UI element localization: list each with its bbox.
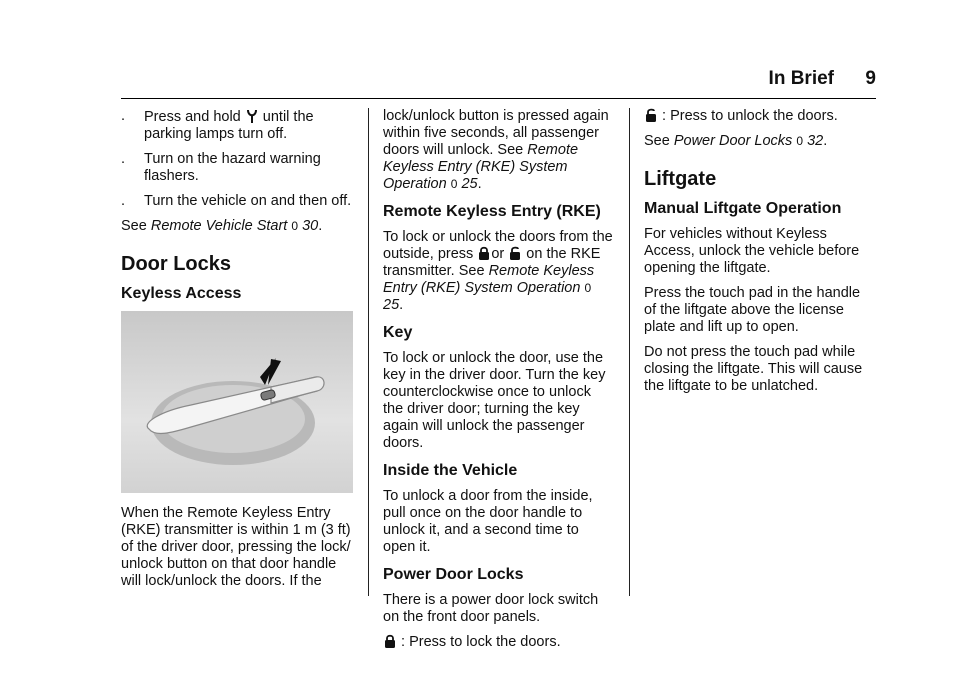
- header-rule: [121, 98, 876, 99]
- bullet-item: . Turn the vehicle on and then off.: [121, 193, 352, 209]
- heading-liftgate: Liftgate: [644, 168, 717, 190]
- heading-manual-liftgate: Manual Liftgate Operation: [644, 200, 842, 217]
- keyless-access-continued: lock/unlock button is pressed again within five seconds, all passenger doors will unlock. See Remote Keyless Entry (RKE) System Operation 0 25.: [383, 108, 609, 192]
- section-title: In Brief: [768, 68, 834, 89]
- unlock-description: : Press to unlock the doors.: [644, 108, 876, 125]
- remote-start-icon: [246, 108, 258, 124]
- heading-power-door-locks: Power Door Locks: [383, 566, 524, 583]
- rke-text: To lock or unlock the doors from the outside, press or on the RKE transmitter. See Remote Keyless Entry (RKE) System Operation 0 25.: [383, 229, 613, 313]
- keyless-access-text: When the Remote Keyless Entry (RKE) transmitter is within 1 m (3 ft) of the driver door, pressing the lock/ unlock button on that door handle will lock/unlock the doors. If the: [121, 505, 351, 589]
- page-header: [0, 68, 876, 96]
- lock-icon: [478, 246, 490, 261]
- reference-link[interactable]: Remote Vehicle Start: [150, 218, 288, 234]
- power-door-locks-text: There is a power door lock switch on the front door panels.: [383, 592, 599, 625]
- inside-vehicle-text: To unlock a door from the inside, pull once on the door handle to unlock it, and a second time to open it.: [383, 488, 593, 555]
- bullet-item: . Turn on the hazard warning flashers.: [121, 151, 321, 184]
- heading-rke: Remote Keyless Entry (RKE): [383, 203, 601, 220]
- heading-keyless-access: Keyless Access: [121, 285, 242, 302]
- cross-reference: See Power Door Locks 0 32.: [644, 133, 828, 149]
- column-3: [644, 108, 876, 403]
- heading-inside-vehicle: Inside the Vehicle: [383, 462, 518, 479]
- heading-key: Key: [383, 324, 413, 341]
- lock-description: : Press to lock the doors.: [383, 634, 615, 651]
- liftgate-paragraph: Press the touch pad in the handle of the liftgate above the license plate and lift up to open.: [644, 285, 861, 335]
- heading-door-locks: Door Locks: [121, 253, 232, 275]
- door-handle-illustration: [121, 311, 353, 493]
- page-number: 9: [865, 68, 876, 89]
- unlock-icon: [645, 108, 657, 123]
- key-text: To lock or unlock the door, use the key in the driver door. Turn the key counterclockwise once to unlock the driver door; turning the key again will unlock the passenger doors.: [383, 350, 606, 451]
- unlock-icon: [509, 246, 521, 261]
- column-divider: [368, 108, 369, 596]
- liftgate-paragraph: For vehicles without Keyless Access, unlock the vehicle before opening the liftgate.: [644, 226, 860, 276]
- reference-link[interactable]: Remote Keyless Entry (RKE) System Operation: [383, 142, 579, 192]
- bullet-item: . Press and hold until the parking lamps turn off.: [121, 108, 314, 142]
- lock-icon: [384, 634, 396, 649]
- liftgate-paragraph: Do not press the touch pad while closing the liftgate. This will cause the liftgate to be unlatched.: [644, 344, 863, 394]
- cross-reference: See Remote Vehicle Start 0 30.: [121, 218, 323, 234]
- reference-link[interactable]: Remote Keyless Entry (RKE) System Operation: [383, 263, 595, 296]
- column-1: [121, 108, 353, 598]
- column-2: [383, 108, 615, 659]
- column-divider: [629, 108, 630, 596]
- reference-link[interactable]: Power Door Locks: [673, 133, 793, 149]
